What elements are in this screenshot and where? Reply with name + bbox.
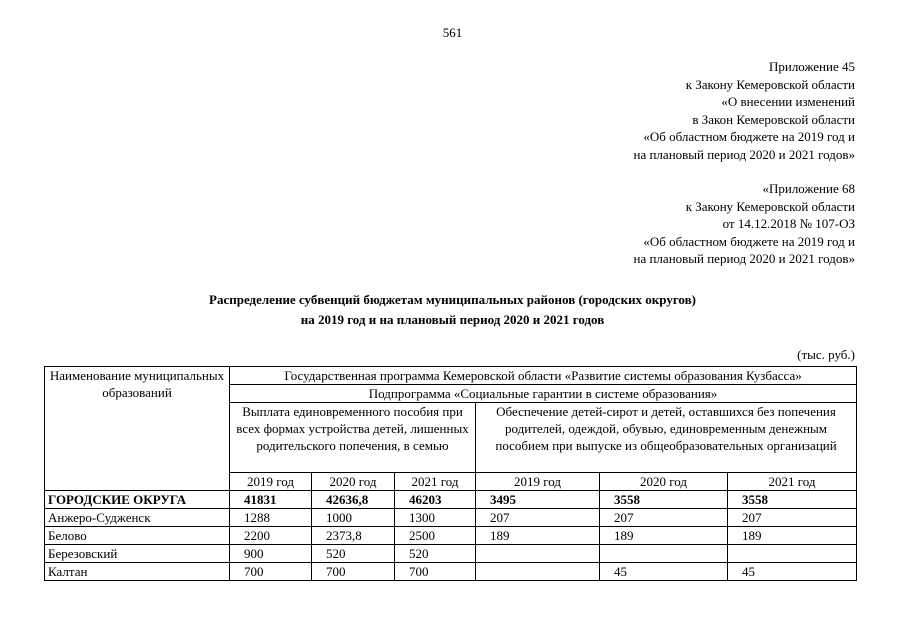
row-name: Анжеро-Судженск bbox=[45, 509, 230, 527]
row-name: Березовский bbox=[45, 545, 230, 563]
cell-value: 700 bbox=[312, 563, 395, 581]
cell-value: 45 bbox=[600, 563, 728, 581]
cell-value bbox=[600, 545, 728, 563]
cell-value: 1288 bbox=[230, 509, 312, 527]
cell-value: 1300 bbox=[395, 509, 476, 527]
subvention-table bbox=[44, 366, 857, 581]
subprogram-header: Подпрограмма «Социальные гарантии в системе образования» bbox=[230, 385, 857, 403]
appendix-line: «Об областном бюджете на 2019 год и bbox=[643, 233, 855, 249]
row-name: ГОРОДСКИЕ ОКРУГА bbox=[45, 491, 230, 509]
cell-value: 2373,8 bbox=[312, 527, 395, 545]
appendix-45-header bbox=[435, 58, 855, 163]
column-group-1-header: Выплата единовременного пособия при всех формах устройства детей, лишенных родительского попечения, в семью bbox=[230, 403, 476, 473]
cell-value: 46203 bbox=[395, 491, 476, 509]
cell-value: 700 bbox=[395, 563, 476, 581]
table-row bbox=[45, 491, 857, 509]
year-header: 2020 год bbox=[312, 473, 395, 491]
cell-value: 45 bbox=[728, 563, 857, 581]
cell-value: 520 bbox=[395, 545, 476, 563]
appendix-line: от 14.12.2018 № 107-ОЗ bbox=[722, 216, 855, 231]
cell-value: 207 bbox=[728, 509, 857, 527]
appendix-line: в Закон Кемеровской области bbox=[692, 111, 855, 127]
appendix-line: «Об областном бюджете на 2019 год и bbox=[643, 129, 855, 144]
cell-value: 3558 bbox=[600, 491, 728, 509]
column-group-2-header: Обеспечение детей-сирот и детей, оставшихся без попечения родителей, одеждой, обувью, единовременным денежным пособием при выпуске из общеобразовательных организаций bbox=[476, 403, 857, 473]
appendix-line: на плановый период 2020 и 2021 годов» bbox=[633, 251, 855, 266]
row-name: Белово bbox=[45, 527, 230, 545]
document-title bbox=[0, 290, 905, 330]
year-header: 2019 год bbox=[476, 473, 600, 491]
cell-value: 3495 bbox=[476, 491, 600, 509]
cell-value: 189 bbox=[476, 527, 600, 545]
cell-value: 2200 bbox=[230, 527, 312, 545]
name-column-header: Наименование муниципальных образований bbox=[45, 367, 230, 491]
table-row bbox=[45, 527, 857, 545]
year-header: 2019 год bbox=[230, 473, 312, 491]
appendix-line: «О внесении изменений bbox=[721, 94, 855, 109]
program-header: Государственная программа Кемеровской области «Развитие системы образования Кузбасса» bbox=[230, 367, 857, 385]
year-header: 2021 год bbox=[395, 473, 476, 491]
cell-value: 1000 bbox=[312, 509, 395, 527]
appendix-line: «Приложение 68 bbox=[762, 181, 855, 196]
cell-value: 189 bbox=[728, 527, 857, 545]
appendix-line: на плановый период 2020 и 2021 годов» bbox=[633, 146, 855, 162]
appendix-68-header bbox=[435, 180, 855, 268]
appendix-line: к Закону Кемеровской области bbox=[685, 76, 855, 92]
appendix-line: к Закону Кемеровской области bbox=[685, 198, 855, 214]
units-label: (тыс. руб.) bbox=[797, 347, 855, 362]
cell-value: 900 bbox=[230, 545, 312, 563]
cell-value: 3558 bbox=[728, 491, 857, 509]
cell-value bbox=[476, 545, 600, 563]
cell-value: 42636,8 bbox=[312, 491, 395, 509]
appendix-line: Приложение 45 bbox=[768, 59, 855, 74]
row-name: Калтан bbox=[45, 563, 230, 581]
cell-value: 41831 bbox=[230, 491, 312, 509]
cell-value: 700 bbox=[230, 563, 312, 581]
page-number: 561 bbox=[442, 25, 463, 40]
cell-value: 2500 bbox=[395, 527, 476, 545]
year-header: 2021 год bbox=[728, 473, 857, 491]
table-row bbox=[45, 509, 857, 527]
title-line-1: Распределение субвенций бюджетам муниципальных районов (городских округов) bbox=[209, 292, 696, 307]
table-row bbox=[45, 563, 857, 581]
cell-value: 207 bbox=[476, 509, 600, 527]
table-row bbox=[45, 545, 857, 563]
cell-value: 520 bbox=[312, 545, 395, 563]
cell-value bbox=[728, 545, 857, 563]
cell-value bbox=[476, 563, 600, 581]
title-line-2: на 2019 год и на плановый период 2020 и 2021 годов bbox=[300, 312, 605, 327]
cell-value: 207 bbox=[600, 509, 728, 527]
year-header: 2020 год bbox=[600, 473, 728, 491]
cell-value: 189 bbox=[600, 527, 728, 545]
